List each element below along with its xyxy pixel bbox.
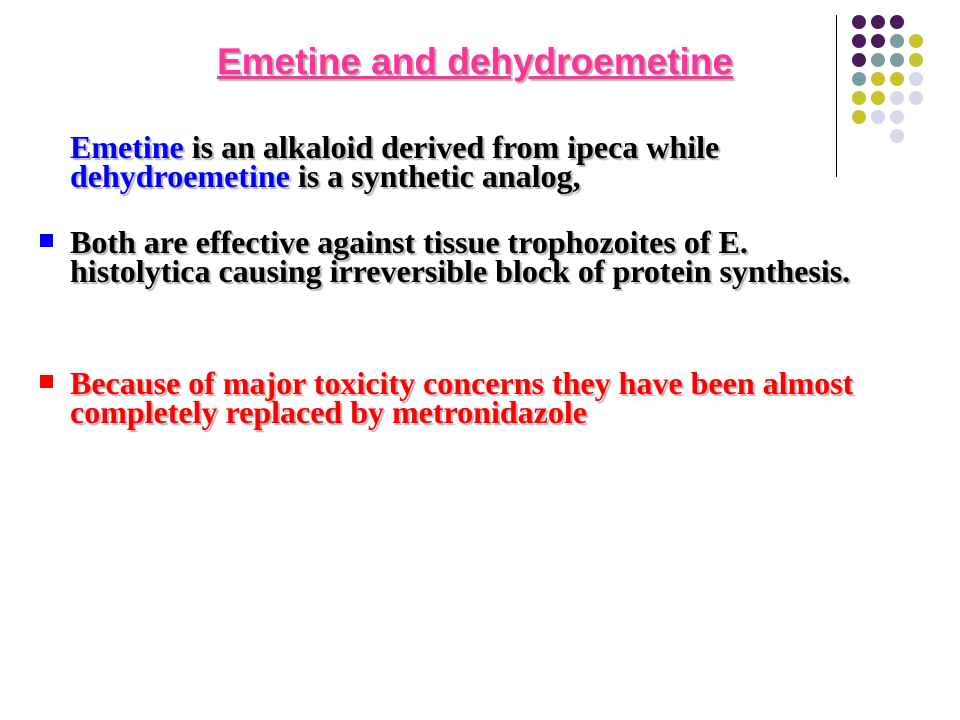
decorative-dot bbox=[852, 15, 866, 29]
bullet-text: Both are effective against tissue trophozoites of E. histolytica causing irreversible block of protein synthesis. bbox=[70, 224, 851, 289]
decorative-dot bbox=[909, 53, 923, 67]
intro-text-2: is a synthetic analog, bbox=[289, 158, 581, 194]
decorative-dot bbox=[871, 53, 885, 67]
square-bullet-icon bbox=[40, 234, 53, 247]
decorative-dot bbox=[852, 110, 866, 124]
decorative-divider-line bbox=[836, 15, 837, 177]
decorative-dot bbox=[909, 72, 923, 86]
decorative-dot bbox=[909, 91, 923, 105]
bullet-item-toxicity bbox=[40, 365, 870, 430]
decorative-dot bbox=[871, 34, 885, 48]
decorative-dot bbox=[871, 72, 885, 86]
bullet-item-efficacy bbox=[40, 224, 870, 289]
term-emetine: Emetine bbox=[70, 129, 184, 165]
bullet-text: Because of major toxicity concerns they have been almost completely replaced by metronidazole bbox=[70, 365, 854, 430]
decorative-dot bbox=[890, 91, 904, 105]
decorative-dot bbox=[852, 53, 866, 67]
decorative-dot bbox=[890, 129, 904, 143]
slide-title: Emetine and dehydroemetine bbox=[216, 41, 734, 82]
decorative-dot bbox=[852, 72, 866, 86]
term-dehydroemetine: dehydroemetine bbox=[70, 158, 290, 194]
decorative-dot bbox=[871, 91, 885, 105]
decorative-dot bbox=[890, 53, 904, 67]
square-bullet-icon bbox=[40, 375, 53, 388]
intro-text-1: is an alkaloid derived from ipeca while bbox=[183, 129, 720, 165]
decorative-dot bbox=[890, 15, 904, 29]
decorative-dot bbox=[890, 110, 904, 124]
decorative-dot bbox=[871, 110, 885, 124]
decorative-dot bbox=[890, 34, 904, 48]
decorative-dot bbox=[890, 72, 904, 86]
decorative-dot bbox=[871, 15, 885, 29]
decorative-dot bbox=[852, 91, 866, 105]
decorative-dot bbox=[852, 34, 866, 48]
decorative-dot bbox=[909, 34, 923, 48]
intro-paragraph bbox=[70, 129, 900, 194]
